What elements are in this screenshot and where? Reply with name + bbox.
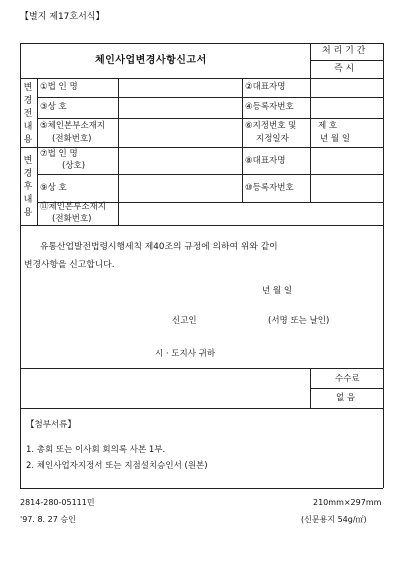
declaration-line-1: 유통산업발전법령시행세칙 제40조의 규정에 의하여 위와 같이: [40, 242, 278, 252]
signature-label: (서명 또는 날인): [268, 316, 330, 326]
before-corp-name-label: ①법 인 명: [40, 82, 78, 92]
applicant-label: 신고인: [172, 316, 197, 326]
recipient-label: 시 · 도지사 귀하: [155, 349, 216, 359]
processing-label: 처 리 기 간: [322, 46, 366, 56]
before-designation-number-value: 제 호: [318, 121, 338, 131]
after-hq-address-label: ⑪체인본부소재지: [40, 202, 106, 212]
after-trade-name-label: ⑨상 호: [40, 183, 67, 193]
before-designation-date-label: 지정일자: [256, 134, 289, 144]
before-phone-label: (전화번호): [52, 134, 92, 144]
after-reg-number-label: ⑩등록자번호: [245, 183, 294, 193]
before-designation-date-value: 년 월 일: [320, 134, 351, 144]
attachment-item-1: 1. 총회 또는 이사회 회의록 사본 1부.: [26, 445, 166, 455]
form-title: 체인사업변경사항신고서: [95, 55, 207, 66]
section-before-label: 변경전내용: [23, 83, 33, 145]
footer-approval: '97. 8. 27 승인: [20, 515, 76, 524]
attachment-item-2: 2. 체인사업자지정서 또는 지점설치승인서 (원본): [26, 461, 208, 471]
form-label: 【별지 제17호서식】: [20, 12, 105, 22]
section-after-label: 변경후내용: [23, 156, 33, 218]
before-designation-label: ⑥지정번호 및: [245, 121, 297, 131]
after-phone-label: (전화번호): [52, 214, 92, 224]
processing-value: 즉 시: [334, 64, 355, 74]
fee-label: 수수료: [335, 374, 360, 384]
before-trade-name-label: ③상 호: [40, 102, 67, 112]
before-hq-address-label: ⑤체인본부소재지: [40, 121, 106, 131]
before-representative-label: ②대표자명: [245, 82, 286, 92]
attachments-title: 【첨부서류】: [26, 420, 76, 430]
declaration-date: 년 월 일: [262, 286, 293, 296]
footer-paper: (신문용지 54g/㎡): [301, 515, 367, 524]
footer-size: 210mm×297mm: [313, 498, 382, 507]
fee-value: 없 음: [336, 393, 356, 403]
footer-code: 2814-280-05111민: [20, 498, 95, 507]
after-representative-label: ⑧대표자명: [245, 156, 286, 166]
after-corp-name-label: ⑦법 인 명: [40, 149, 78, 159]
before-reg-number-label: ④등록자번호: [245, 102, 294, 112]
declaration-line-2: 변경사항을 신고합니다.: [24, 260, 115, 270]
after-corp-name-sub-label: (상호): [62, 161, 86, 171]
